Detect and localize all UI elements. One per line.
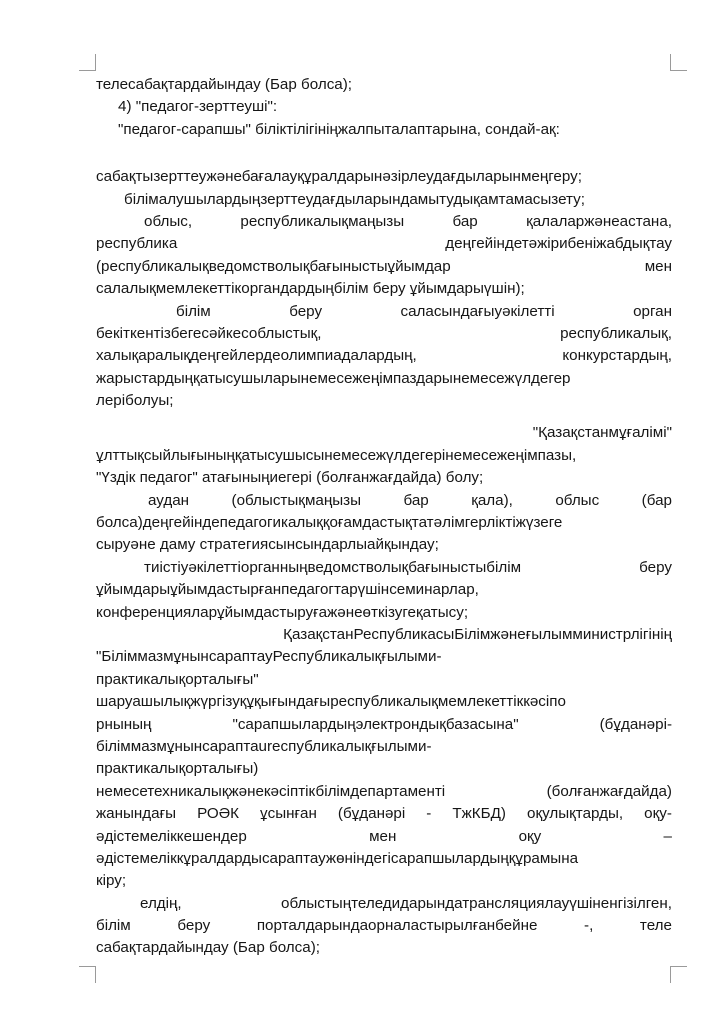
text-word: республикалық, [560,324,672,342]
text-word: оқу [518,827,542,845]
text-line: шаруашылықжүргізуқұқығындағыреспубликалықмемлекеттіккәсіпо [96,693,566,711]
text-word: теле [639,917,672,935]
text-word: республикалықмаңызы [240,212,405,230]
text-word: немесетехникалықжәнекәсіптікбілімдепартаменті [96,782,446,800]
text-line: болса)деңгейіндепедагогикалыққоғамдастықтатәлімгерліктіжүзеге [96,514,563,532]
text-line-justified [96,323,672,345]
text-line: сабақтызерттеужәнебағалауқұралдарынәзірлеудағдыларынмеңгеру; [96,168,582,186]
text-line-justified [96,826,672,848]
text-word: беру [177,917,211,935]
text-word: тиістіуәкілеттіорганныңведомстволықбағыныстыбілім [144,558,522,576]
text-line: сыруәне даму стратегиясынсындарлыайқындау; [96,536,439,554]
paragraph-gap [96,141,672,166]
text-line: ҚазақстанРеспубликасыБілімжәнеғылымминистрлігінің [283,625,672,643]
text-line-justified [96,345,672,367]
page-corner-mark-top-left [79,54,96,71]
text-line: біліммазмұнынсараптаureспубликалықғылыми- [96,737,432,755]
text-line-justified [96,803,672,825]
text-word: бекіткентізбегесәйкесоблыстық, [96,324,322,342]
text-word: (облыстықмаңызы [231,491,362,509]
text-line: білімалушылардыңзерттеудағдыларындамытудықамтамасызету; [124,190,585,208]
text-word: мен [644,257,672,275]
text-word: мен [369,827,397,845]
text-word: аудан [148,491,190,509]
text-line-justified [96,781,672,803]
text-word: порталдарындаорналастырылғанбейне [256,917,538,935]
text-line: кіру; [96,872,127,890]
text-line-justified [96,256,672,278]
text-word: конкурстардың, [562,347,672,365]
text-word: "сарапшылардыңэлектрондықбазасына" [232,715,519,733]
text-word: - [426,805,432,823]
text-line: салалықмемлекеттікоргандардыңбілім беру ұйымдарыүшін); [96,280,525,298]
text-word: саласындағыуәкілетті [400,302,555,320]
text-word: (болғанжағдайда) [546,782,672,800]
text-word: жанындағы [96,805,177,823]
text-word: облыс, [144,212,193,230]
text-word: (республикалықведомстволықбағыныстыұйымдар [96,257,451,275]
text-word: оқу- [644,805,672,823]
text-line: практикалықорталығы" [96,670,259,688]
text-line: леріболуы; [96,392,174,410]
text-word: бар [403,491,429,509]
text-word: ұсынған [260,805,317,823]
text-word: (бұданәрі- [599,715,672,733]
page-corner-mark-bottom-left [79,966,96,983]
text-word: бар [452,212,478,230]
text-line-justified [96,714,672,736]
text-word: оқулықтарды, [527,805,624,823]
text-word: – [663,827,672,845]
text-word: деңгейіндетәжірибеніжабдықтау [445,235,672,253]
page-corner-mark-top-right [670,54,687,71]
text-line: әдістемеліккұралдардысараптаужөніндегісарапшылардыңқұрамына [96,849,579,867]
text-word: беру [639,558,672,576]
page-corner-mark-bottom-right [670,966,687,983]
text-word: халықаралықдеңгейлердеолимпиадалардың, [96,347,417,365]
text-line: "педагог-сарапшы" біліктілігініңжалпыталаптарына, сондай-ақ: [118,120,560,138]
text-word: қалаларжәнеастана, [526,212,672,230]
document-body [96,74,672,960]
text-word: облыс [555,491,600,509]
text-line: "Үздік педагог" атағыныңиегері (болғанжағдайда) болу; [96,469,484,487]
text-word: облыстыңтеледидарындатрансляциялауүшіненгізілген, [281,894,672,912]
text-line: практикалықорталығы) [96,760,259,778]
text-word: білім [176,302,211,320]
text-line: ұлттықсыйлығыныңқатысушысынемесежүлдегерінемесежеңімпазы, [96,446,577,464]
text-line: "БіліммазмұнынсараптауРеспубликалықғылыми- [96,648,442,666]
text-line-justified [96,233,672,255]
text-word: қала), [471,491,513,509]
text-line: ұйымдарыұйымдастырғанпедагогтарүшінсеминарлар, [96,581,479,599]
text-line: "Қазақстанмұғалімі" [532,424,672,442]
text-word: ТжКБД) [452,805,506,823]
text-line: жарыстардыңқатысушыларынемесежеңімпаздарынемесежүлдегер [96,369,571,387]
text-line: 4) "педагог-зерттеуші": [118,98,278,116]
text-word: елдің, [140,894,182,912]
text-word: (бұданәрі [337,805,406,823]
text-word: білім [96,917,131,935]
text-line: сабақтардайындау (Бар болса); [96,939,320,957]
text-word: орган [633,302,672,320]
text-word: әдістемеліккешендер [96,827,247,845]
text-line-justified [96,557,672,579]
text-line-justified [96,915,672,937]
text-word: -, [584,917,594,935]
text-line-justified [96,490,672,512]
text-line-justified [96,211,672,233]
text-line-justified [96,893,672,915]
paragraph-gap [96,412,672,422]
text-word: РОӘК [197,805,239,823]
text-line: телесабақтардайындау (Бар болса); [96,76,353,93]
text-word: беру [289,302,323,320]
text-line: конференцияларұйымдастыруғажәнеөткізугеқатысу; [96,603,469,621]
text-line-justified [96,301,672,323]
text-word: рнының [96,715,152,733]
text-word: республика [96,235,178,253]
text-word: (бар [641,491,672,509]
